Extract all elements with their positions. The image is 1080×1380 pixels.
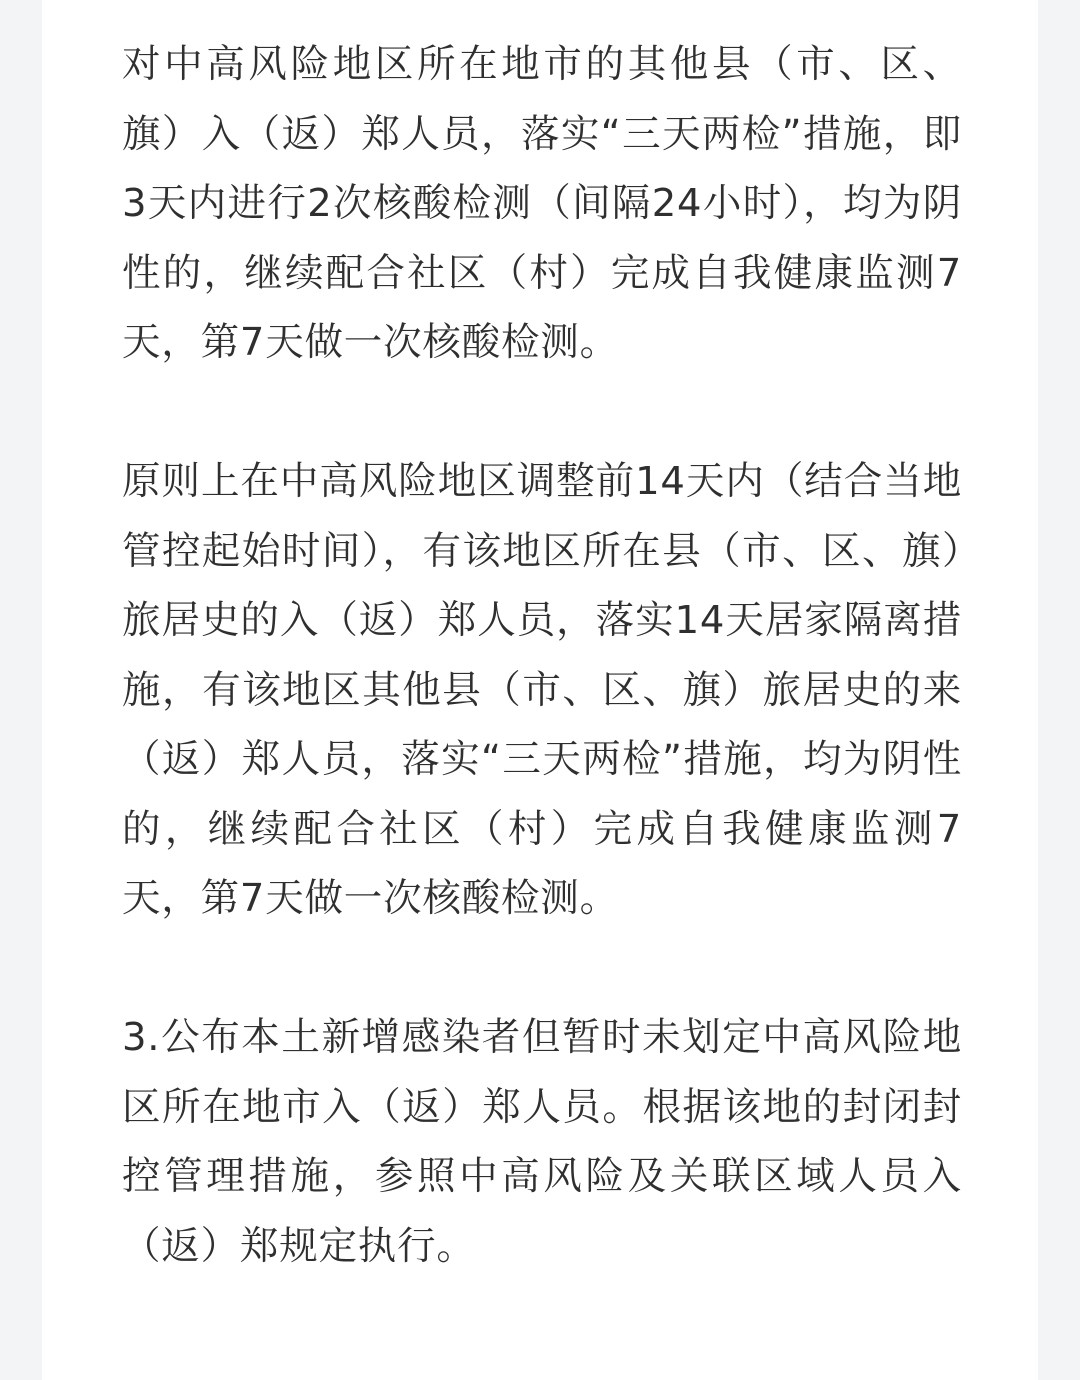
article-body	[122, 30, 962, 1281]
article-paragraph: 原则上在中高风险地区调整前14天内（结合当地管控起始时间），有该地区所在县（市、区、旗）旅居史的入（返）郑人员，落实14天居家隔离措施，有该地区其他县（市、区、旗）旅居史的来（返）郑人员，落实“三天两检”措施，均为阴性的，继续配合社区（村）完成自我健康监测7天，第7天做一次核酸检测。	[122, 459, 962, 921]
article-card	[42, 0, 1038, 1380]
article-paragraph: 对中高风险地区所在地市的其他县（市、区、旗）入（返）郑人员，落实“三天两检”措施，即3天内进行2次核酸检测（间隔24小时），均为阴性的，继续配合社区（村）完成自我健康监测7天，第7天做一次核酸检测。	[122, 42, 962, 365]
article-paragraph: 3.公布本土新增感染者但暂时未划定中高风险地区所在地市入（返）郑人员。根据该地的封闭封控管理措施，参照中高风险及关联区域人员入（返）郑规定执行。	[122, 1015, 962, 1269]
